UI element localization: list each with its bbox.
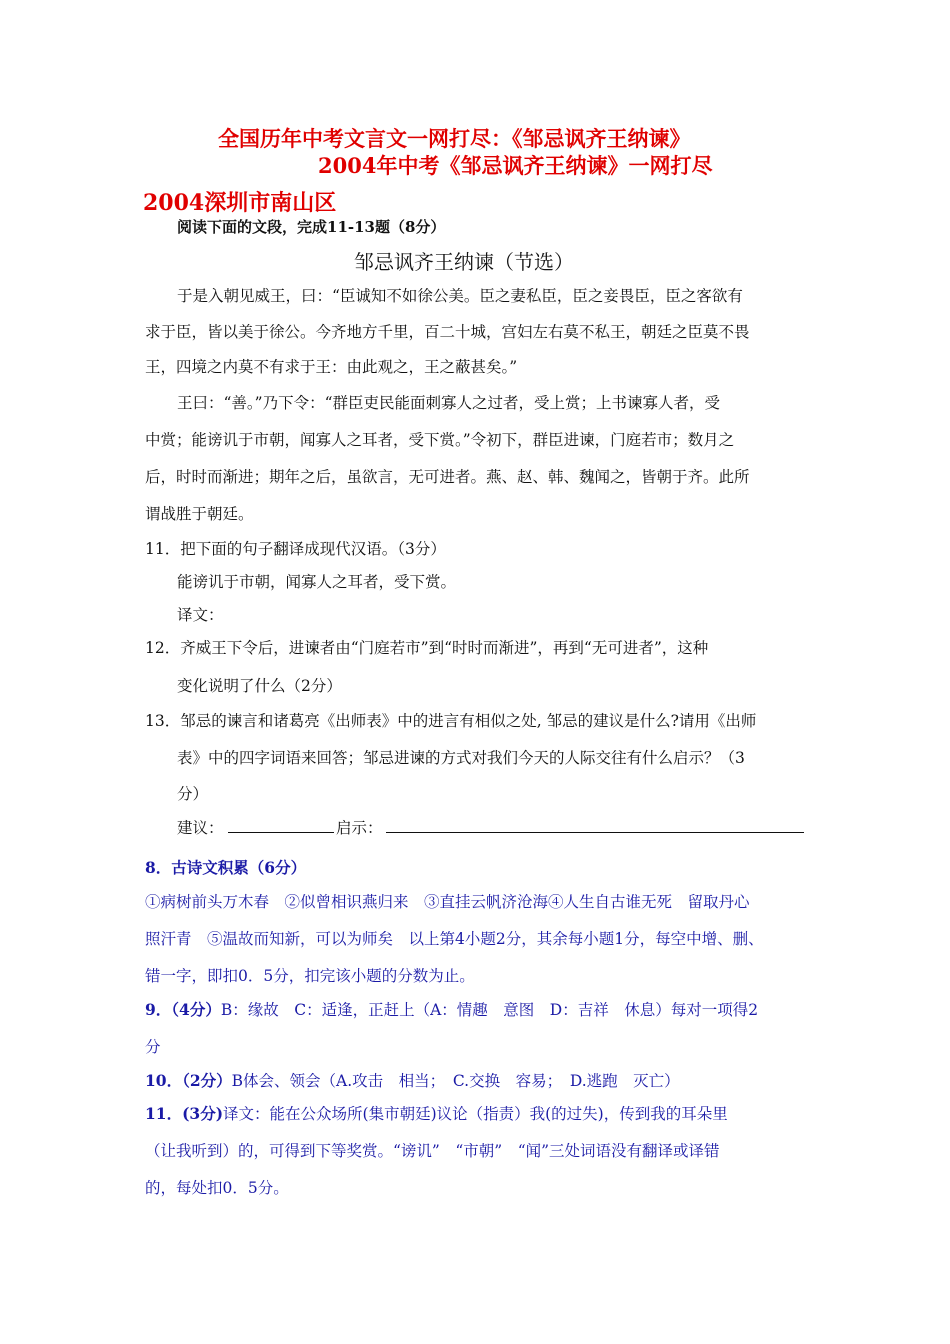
question-11-sentence: 能谤讥于市朝，闻寡人之耳者，受下赏。 (177, 573, 457, 591)
question-13-cont: 表》中的四字词语来回答；邹忌进谏的方式对我们今天的人际交往有什么启示？（3 (177, 749, 745, 767)
answer-line: ①病树前头万木春 ②似曾相识燕归来 ③直挂云帆济沧海④人生自古谁无死 留取丹心 (145, 893, 750, 911)
answer-line: 分 (145, 1038, 161, 1056)
answer-11-text: 译文：能在公众场所(集市朝廷)议论（指责）我(的过失)，传到我的耳朵里 (223, 1105, 728, 1123)
passage-line: 王，四境之内莫不有求于王：由此观之，王之蔽甚矣。” (145, 358, 518, 376)
answer-line: 错一字，即扣0．5分，扣完该小题的分数为止。 (145, 967, 475, 985)
answer-11 (145, 1102, 728, 1124)
question-13-cont: 分） (177, 785, 209, 803)
question-11: 11．把下面的句子翻译成现代汉语。（3分） (145, 540, 446, 558)
question-12: 12．齐威王下令后，进谏者由“门庭若市”到“时时而渐进”，再到“无可进者”，这种 (145, 639, 709, 657)
question-13: 13．邹忌的谏言和诸葛亮《出师表》中的进言有相似之处, 邹忌的建议是什么?请用《出师 (145, 712, 757, 730)
answer-line: 照汗青 ⑤温故而知新，可以为师矣 以上第4小题2分，其余每小题1分，每空中增、删、 (145, 930, 764, 948)
answer-11-number: 11．(3分) (145, 1104, 224, 1123)
question-11-translation-label: 译文： (177, 606, 224, 624)
passage-line: 求于臣，皆以美于徐公。今齐地方千里，百二十城，宫妇左右莫不私王，朝廷之臣莫不畏 (145, 323, 750, 341)
answer-10-number: 10．（2分） (145, 1071, 232, 1090)
question-12-cont: 变化说明了什么（2分） (177, 677, 342, 695)
region-heading: 2004深圳市南山区 (143, 190, 337, 216)
passage-line: 中赏；能谤讥于市朝，闻寡人之耳者，受下赏。”令初下，群臣进谏，门庭若市；数月之 (145, 431, 735, 449)
answer-9-text: B：缘故 C：适逢，正赶上（A：情趣 意图 D：吉祥 休息）每对一项得2 (220, 1001, 759, 1019)
answer-9 (145, 998, 758, 1020)
page-subtitle: 2004年中考《邹忌讽齐王纳谏》一网打尽 (318, 153, 713, 178)
suggestion-blank[interactable] (228, 832, 334, 833)
answer-line: （让我听到）的，可得到下等奖赏。“谤讥” “市朝” “闻”三处词语没有翻译或译错 (145, 1142, 720, 1160)
passage-line: 于是入朝见威王，曰：“臣诚知不如徐公美。臣之妻私臣，臣之妾畏臣，臣之客欲有 (177, 287, 743, 305)
insight-blank[interactable] (386, 832, 804, 833)
passage-title: 邹忌讽齐王纳谏（节选） (354, 250, 574, 274)
passage-line: 后，时时而渐进；期年之后，虽欲言，无可进者。燕、赵、韩、魏闻之，皆朝于齐。此所 (145, 468, 750, 486)
answer-9-number: 9．（4分） (145, 1000, 221, 1019)
answer-line: 的，每处扣0．5分。 (145, 1179, 289, 1197)
answer-10 (145, 1069, 680, 1091)
page-title: 全国历年中考文言文一网打尽：《邹忌讽齐王纳谏》 (218, 126, 691, 151)
instructions: 阅读下面的文段，完成11-13题（8分） (177, 218, 446, 236)
passage-line: 谓战胜于朝廷。 (145, 505, 254, 523)
answer-10-text: B体会、领会（A.攻击 相当； C.交换 容易； D.逃跑 灭亡） (231, 1072, 680, 1090)
passage-line: 王曰：“善。”乃下令：“群臣吏民能面刺寡人之过者，受上赏；上书谏寡人者，受 (177, 394, 721, 412)
insight-label: 启示： (336, 819, 383, 837)
suggestion-label: 建议： (177, 819, 224, 837)
answer-8-heading: 8．古诗文积累（6分） (145, 858, 307, 877)
